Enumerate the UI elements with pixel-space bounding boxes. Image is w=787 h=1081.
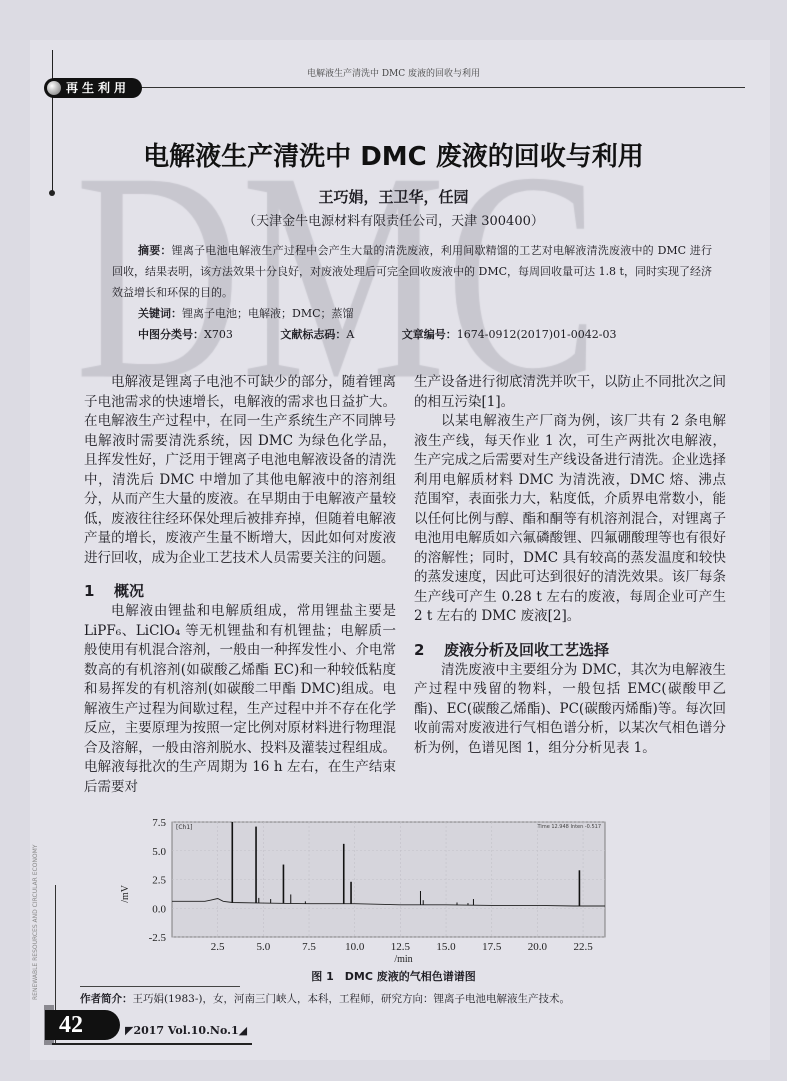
y-tick-label: -2.5 bbox=[148, 932, 166, 944]
section-1-continued: 生产设备进行彻底清洗并吹干，以防止不同批次之间的相互污染[1]。 bbox=[414, 374, 726, 410]
clc-value: X703 bbox=[204, 328, 233, 341]
section-1-paragraph-2: 以某电解液生产厂商为例，该厂共有 2 条电解液生产线，每天作业 1 次，可生产两批次电解液，生产完成之后需要对生产线设备进行清洗。企业选择利用电解质材料 DMC 为清洗液，DMC 熔、沸点范围窄，表面张力大，粘度低，介质界电常数小，能以任何比例与醇、酯和酮等有机溶剂混合，对锂离子电池用电解质如六氟磷酸锂、四氟硼酸理等也有很好的溶解性；同时，DMC 具有较高的蒸发温度和较快的蒸发速度，因此可达到很好的清洗效果。该厂每条生产线可产生 0.28 t 左右的废液，每周企业可产生 2 t 左右的 DMC 废液[2]。 bbox=[414, 413, 726, 624]
abstract-text: 锂离子电池电解液生产过程中会产生大量的清洗废液，利用间歇精馏的工艺对电解液清洗废液中的 DMC 进行回收，结果表明，该方法效果十分良好，对废液处理后可完全回收废液中的 DMC，每周回收量可达 1.8 t，同时实现了经济效益增长和环保的目的。 bbox=[112, 244, 713, 299]
section-2-paragraph: 清洗废液中主要组分为 DMC，其次为电解液生产过程中残留的物料，一般包括 EMC(碳酸甲乙酯)、EC(碳酸乙烯酯)、PC(碳酸丙烯酯)等。每次回收前需对废液进行气相色谱分析，以某次气相色谱分析为例，色谱见图 1，组分分析见表 1。 bbox=[414, 661, 726, 756]
banner-ball-icon bbox=[47, 81, 61, 95]
x-tick-label: 12.5 bbox=[390, 941, 411, 953]
x-tick-label: 17.5 bbox=[482, 941, 502, 953]
article-no-label: 文章编号： bbox=[401, 328, 457, 341]
bio-text: 王巧娟(1983-)，女，河南三门峡人，本科，工程师，研究方向：锂离子电池电解液生产技术。 bbox=[132, 993, 570, 1005]
right-column bbox=[414, 373, 726, 758]
clc-label: 中图分类号： bbox=[138, 328, 204, 341]
classification bbox=[112, 324, 712, 345]
section-2-number: 2 bbox=[414, 640, 425, 659]
keywords-label: 关键词： bbox=[138, 307, 182, 320]
section-1-title: 概况 bbox=[114, 582, 145, 600]
y-tick-label: 2.5 bbox=[152, 874, 166, 887]
abstract-block bbox=[112, 240, 712, 345]
x-tick-label: 10.0 bbox=[345, 941, 365, 953]
x-tick-label: 22.5 bbox=[573, 941, 593, 953]
abstract-label: 摘要： bbox=[138, 244, 172, 257]
author-bio bbox=[80, 991, 570, 1006]
chromatogram-chart bbox=[100, 812, 660, 967]
volume-info: ◤2017 Vol.10.No.1◢ bbox=[125, 1024, 248, 1037]
header-divider bbox=[140, 87, 745, 88]
section-1-number: 1 bbox=[84, 582, 95, 600]
y-tick-label: 0.0 bbox=[152, 903, 166, 916]
keywords-text: 锂离子电池；电解液；DMC；蒸馏 bbox=[182, 307, 354, 320]
section-1-paragraph: 电解液由锂盐和电解质组成，常用锂盐主要是 LiPF₆、LiClO₄ 等无机锂盐和有机锂盐；电解质一般使用有机混合溶剂，一般由一种挥发性小、介电常数高的有机溶剂(如碳酸乙烯酯 EC)和一种较低粘度和易挥发的有机溶剂(如碳酸二甲酯 DMC)组成。电解液生产过程为间歇过程，生产过程中并不存在化学反应，主要原理为按照一定比例对原材料进行物理混合及溶解，一般由溶剂脱水、投料及灌装过程组成。电解液每批次的生产周期为 16 h 左右，在生产结束后需要对 bbox=[84, 603, 396, 795]
article-title: 电解液生产清洗中 DMC 废液的回收与利用 bbox=[143, 142, 644, 172]
status-readout: Time 12.948 Inten -0.517 bbox=[537, 824, 601, 830]
figure-caption: 图 1 DMC 废液的气相色谱谱图 bbox=[311, 970, 476, 983]
y-axis-label: /mV bbox=[120, 884, 131, 903]
authors: 王巧娟，王卫华，任园 bbox=[318, 188, 469, 206]
footer-line bbox=[52, 1043, 252, 1045]
intro-paragraph: 电解液是锂离子电池不可缺少的部分，随着锂离子电池需求的快速增长，电解液的需求也日益扩大。在电解液生产过程中，在同一生产系统生产不同牌号电解液时需要清洗系统，因 DMC 为绿色化学品，且挥发性好，广泛用于锂离子电池电解液设备的清洗中，清洗后 DMC 中增加了其他电解液中的溶剂组分，从而产生大量的废液。在早期由于电解液产量较低，废液往往经环保处理后被排弃掉，但随着电解液产量的增长，废液产生量不断增大，因此如何对废液进行回收，成为企业工艺技术人员需要关注的问题。 bbox=[84, 374, 396, 566]
section-banner: 再生利用 bbox=[44, 78, 142, 98]
section-2-title: 废液分析及回收工艺选择 bbox=[444, 640, 610, 659]
x-tick-label: 5.0 bbox=[256, 941, 271, 953]
doc-code-value: A bbox=[346, 328, 355, 341]
journal-side-text: RENEWABLE RESOURCES AND CIRCULAR ECONOMY bbox=[32, 844, 39, 1000]
article-no-value: 1674-0912(2017)01-0042-03 bbox=[456, 328, 617, 341]
x-tick-label: 20.0 bbox=[527, 941, 548, 953]
bio-label: 作者简介： bbox=[80, 993, 133, 1005]
x-tick-label: 7.5 bbox=[302, 941, 316, 953]
section-1-heading bbox=[84, 580, 396, 602]
page-number: 42 bbox=[45, 1010, 120, 1040]
footnote-divider bbox=[80, 986, 240, 987]
y-tick-label: 7.5 bbox=[152, 817, 166, 829]
affiliation: （天津金牛电源材料有限责任公司，天津 300400） bbox=[243, 214, 544, 229]
x-axis-label: /min bbox=[394, 954, 413, 965]
running-title: 电解液生产清洗中 DMC 废液的回收与利用 bbox=[306, 69, 481, 79]
left-column bbox=[84, 373, 396, 797]
y-tick-label: 5.0 bbox=[152, 845, 166, 858]
channel-label: [Ch1] bbox=[176, 824, 193, 831]
x-tick-label: 2.5 bbox=[210, 941, 225, 953]
keywords bbox=[112, 303, 712, 324]
section-2-heading bbox=[414, 639, 726, 661]
x-tick-label: 15.0 bbox=[436, 941, 456, 953]
doc-code-label: 文献标志码： bbox=[280, 328, 347, 341]
abstract bbox=[112, 240, 712, 303]
